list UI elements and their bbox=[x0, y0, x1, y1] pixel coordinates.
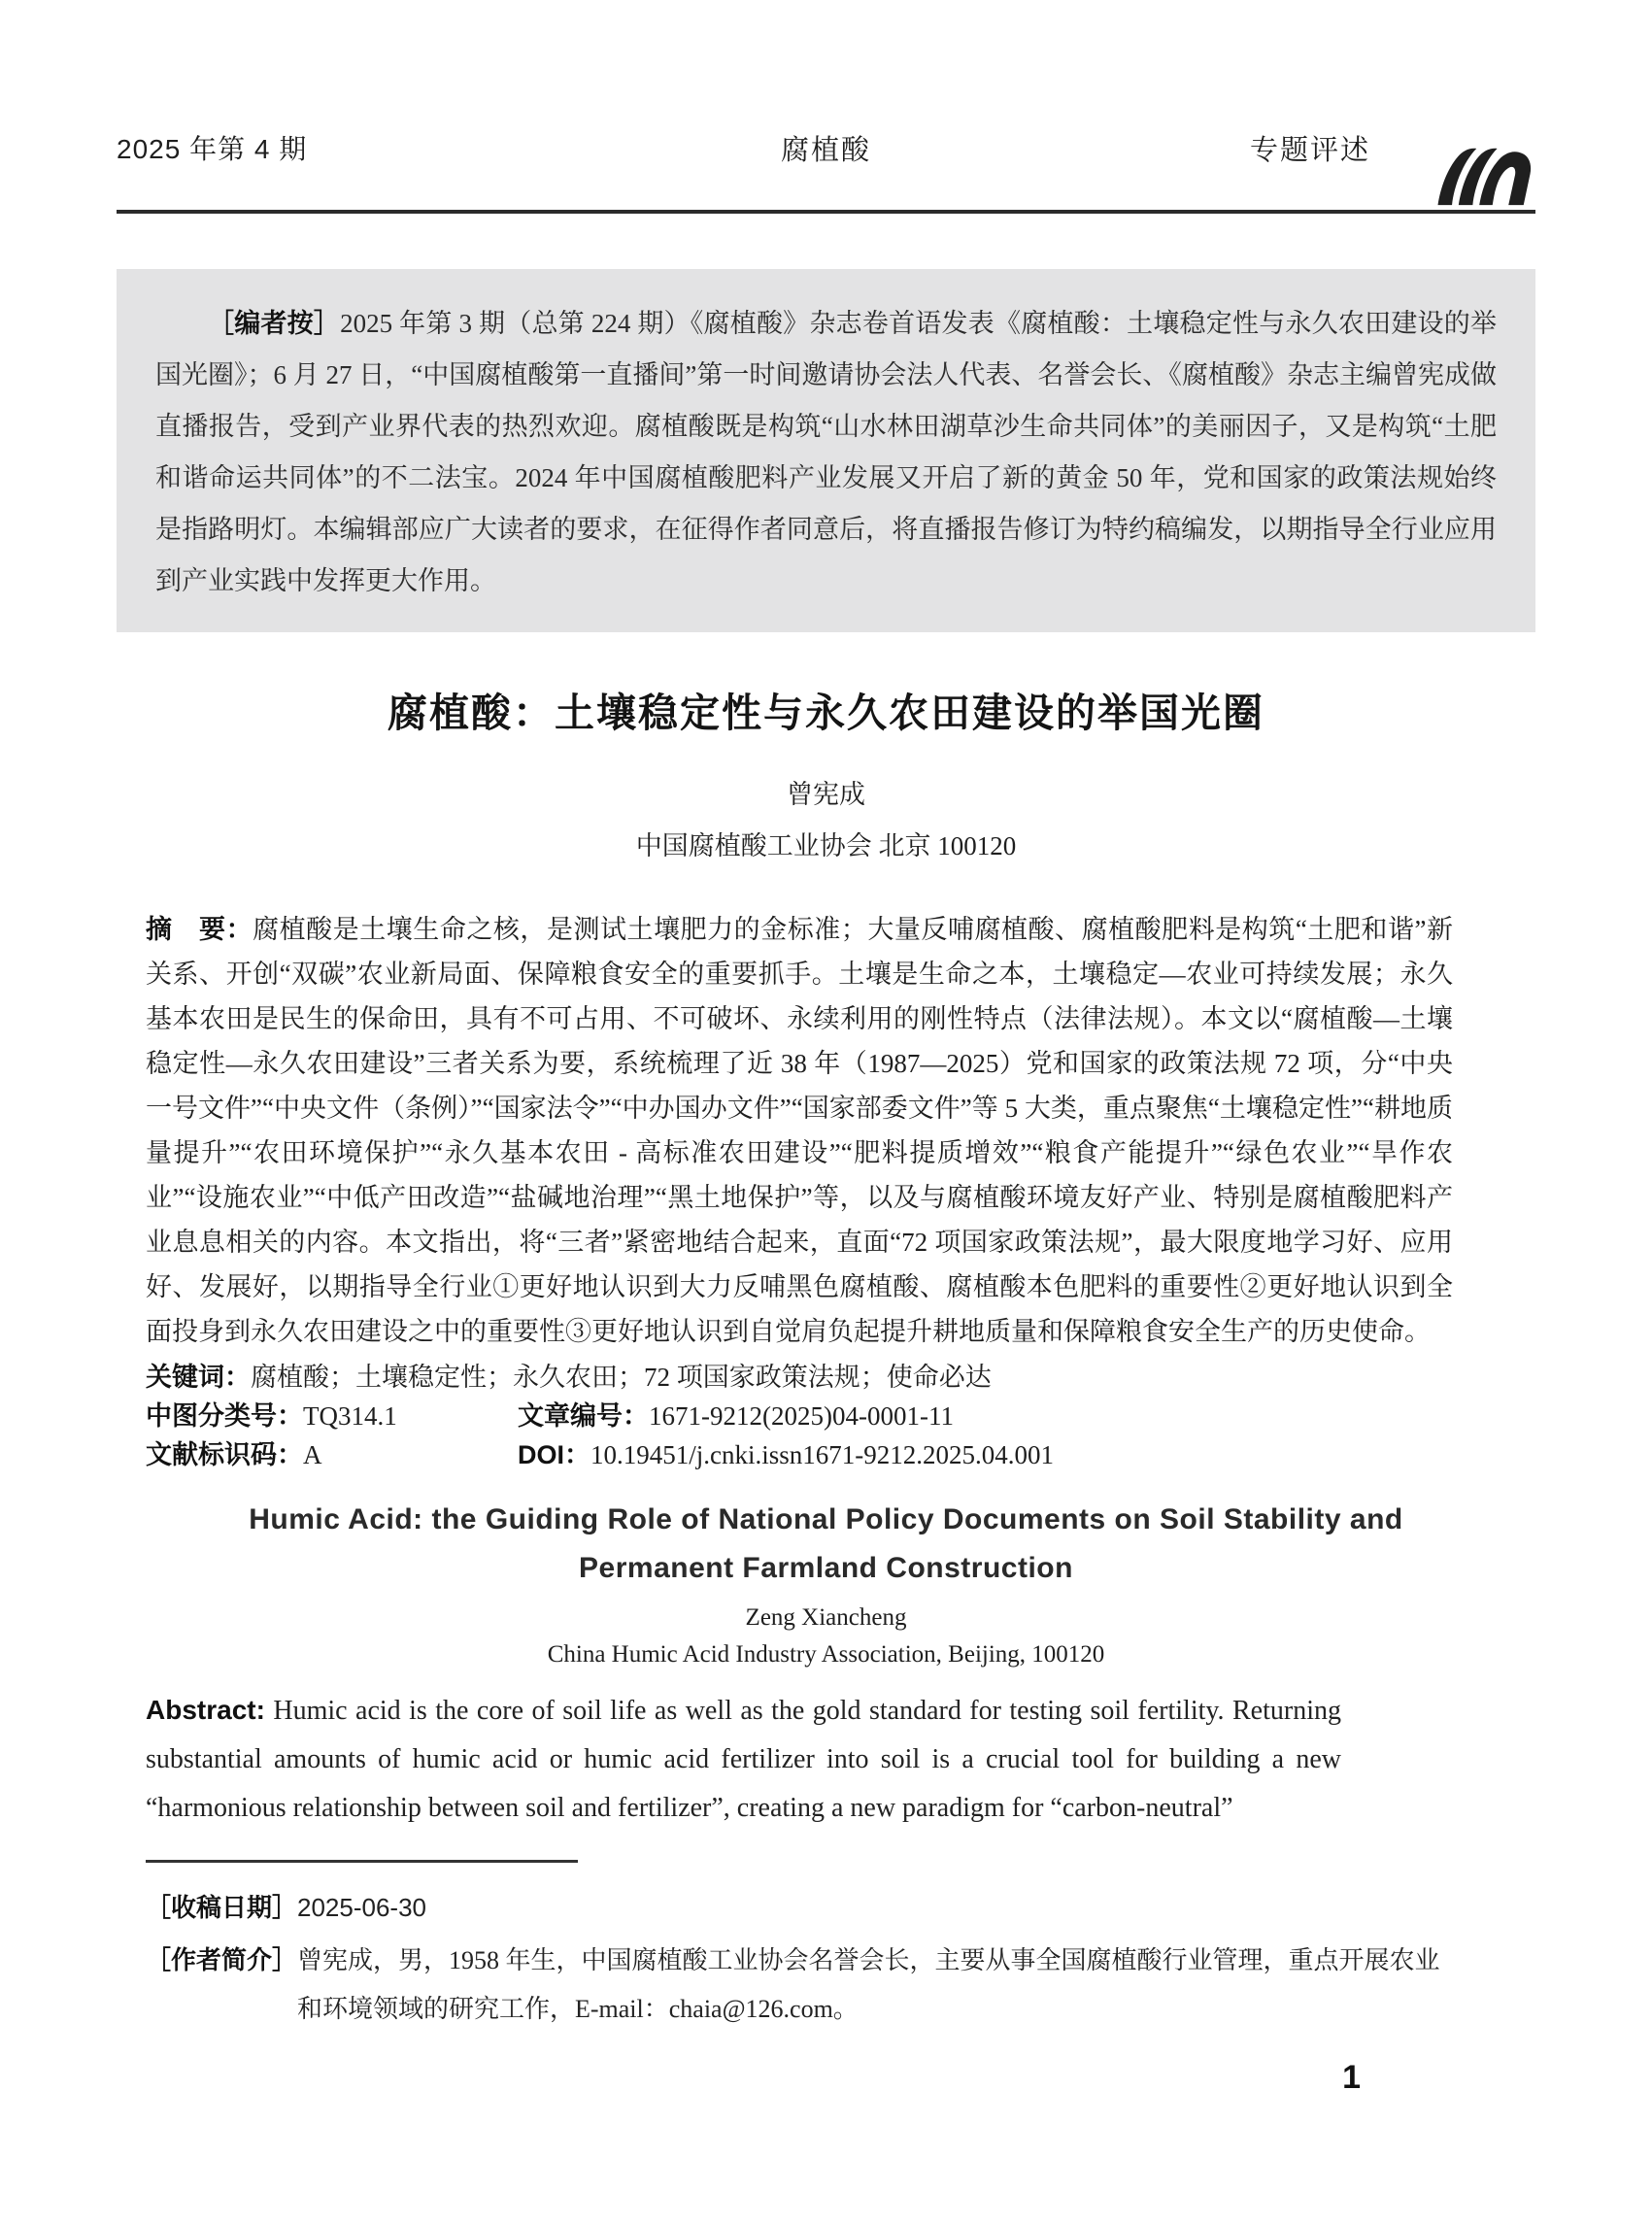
english-abstract-text: Humic acid is the core of soil life as well as the gold standard for testing soil fertility. Returning substantial amounts of humic acid or humic acid fertilizer into soil is a crucial tool for building a new “harmonious relationship between soil and fertilizer”, creating a new paradigm for “carbon-neutral” bbox=[146, 1696, 1341, 1823]
article-title: 腐植酸：土壤稳定性与永久农田建设的举国光圈 bbox=[388, 691, 1264, 735]
author-affiliation: 中国腐植酸工业协会 北京 100120 bbox=[635, 831, 1017, 860]
article-no-value: 1671-9212(2025)04-0001-11 bbox=[649, 1401, 954, 1431]
column-label: 专题评述 bbox=[1249, 135, 1370, 166]
abstract-label: 摘 要： bbox=[146, 915, 253, 944]
editor-note-label: ［编者按］ bbox=[208, 309, 341, 338]
abstract-paragraph bbox=[146, 907, 1453, 1354]
english-abstract-paragraph bbox=[146, 1686, 1341, 1833]
english-title-line2: Permanent Farmland Construction bbox=[579, 1552, 1073, 1584]
editor-note-text: 2025 年第 3 期（总第 224 期）《腐植酸》杂志卷首语发表《腐植酸：土壤稳定性与永久农田建设的举国光圈》；6 月 27 日，“中国腐植酸第一直播间”第一时间邀请协会法人代表、名誉会长、《腐植酸》杂志主编曾宪成做直播报告，受到产业界代表的热烈欢迎。腐植酸既是构筑“山水林田湖草沙生命共同体”的美丽因子，又是构筑“土肥和谐命运共同体”的不二法宝。2024 年中国腐植酸肥料产业发展又开启了新的黄金 50 年，党和国家的政策法规始终是指路明灯。本编辑部应广大读者的要求，在征得作者同意后，将直播报告修订为特约稿编发，以期指导全行业应用到产业实践中发挥更大作用。 bbox=[155, 309, 1498, 595]
received-date-label: ［收稿日期］ bbox=[146, 1893, 298, 1922]
page-number: 1 bbox=[1342, 2059, 1361, 2096]
received-date-value: 2025-06-30 bbox=[297, 1893, 427, 1922]
keywords-text: 腐植酸；土壤稳定性；永久农田；72 项国家政策法规；使命必达 bbox=[251, 1363, 992, 1392]
author-name: 曾宪成 bbox=[787, 780, 865, 809]
doi-label: DOI： bbox=[518, 1440, 591, 1469]
editor-note-box bbox=[117, 269, 1535, 632]
keywords-row bbox=[146, 1358, 1453, 1397]
abstract-text: 腐植酸是土壤生命之核，是测试土壤肥力的金标准；大量反哺腐植酸、腐植酸肥料是构筑“土肥和谐”新关系、开创“双碳”农业新局面、保障粮食安全的重要抓手。土壤是生命之本，土壤稳定—农业可持续发展；永久基本农田是民生的保命田，具有不可占用、不可破坏、永续利用的刚性特点（法律法规）。本文以“腐植酸—土壤稳定性—永久农田建设”三者关系为要，系统梳理了近 38 年（1987—2025）党和国家的政策法规 72 项，分“中央一号文件”“中央文件（条例）”“国家法令”“中办国办文件”“国家部委文件”等 5 大类，重点聚焦“土壤稳定性”“耕地质量提升”“农田环境保护”“永久基本农田 - 高标准农田建设”“肥料提质增效”“粮食产能提升”“绿色农业”“旱作农业”“设施农业”“中低产田改造”“盐碱地治理”“黑土地保护”等，以及与腐植酸环境友好产业、特别是腐植酸肥料产业息息相关的内容。本文指出，将“三者”紧密地结合起来，直面“72 项国家政策法规”，最大限度地学习好、应用好、发展好，以期指导全行业①更好地认识到大力反哺黑色腐植酸、腐植酸本色肥料的重要性②更好地认识到全面投身到永久农田建设之中的重要性③更好地认识到自觉肩负起提升耕地质量和保障粮食安全生产的历史使命。 bbox=[146, 915, 1453, 1346]
doc-code-value: A bbox=[303, 1440, 322, 1469]
article-meta bbox=[146, 1358, 1453, 1474]
received-date-row bbox=[146, 1886, 1453, 1930]
doc-code-label: 文献标识码： bbox=[146, 1440, 303, 1469]
keywords-label: 关键词： bbox=[146, 1363, 251, 1392]
footnote-divider bbox=[146, 1860, 578, 1863]
english-abstract-label: Abstract: bbox=[146, 1695, 265, 1725]
doi-value: 10.19451/j.cnki.issn1671-9212.2025.04.001 bbox=[590, 1440, 1055, 1469]
english-author: Zeng Xiancheng bbox=[745, 1604, 907, 1631]
doc-code-row bbox=[146, 1435, 1453, 1474]
english-title-line1: Humic Acid: the Guiding Role of National Policy Documents on Soil Stability and bbox=[249, 1503, 1403, 1535]
journal-logo-icon bbox=[1433, 147, 1535, 209]
journal-name: 腐植酸 bbox=[780, 135, 872, 166]
editor-note-paragraph bbox=[155, 298, 1497, 607]
english-affiliation: China Humic Acid Industry Association, Beijing, 100120 bbox=[547, 1641, 1105, 1668]
author-bio-row bbox=[146, 1936, 1453, 2034]
page-header bbox=[117, 0, 1535, 214]
clc-label: 中图分类号： bbox=[146, 1401, 303, 1431]
english-title bbox=[155, 1496, 1497, 1593]
author-bio-label: ［作者简介］ bbox=[146, 1945, 298, 1974]
author-bio-text: 曾宪成，男，1958 年生，中国腐植酸工业协会名誉会长，主要从事全国腐植酸行业管理，重点开展农业和环境领域的研究工作，E-mail：chaia@126.com。 bbox=[297, 1946, 1440, 2023]
article-no-label: 文章编号： bbox=[518, 1401, 649, 1431]
clc-value: TQ314.1 bbox=[303, 1401, 397, 1431]
clc-row bbox=[146, 1397, 1453, 1435]
issue-label: 2025 年第 4 期 bbox=[117, 134, 308, 164]
